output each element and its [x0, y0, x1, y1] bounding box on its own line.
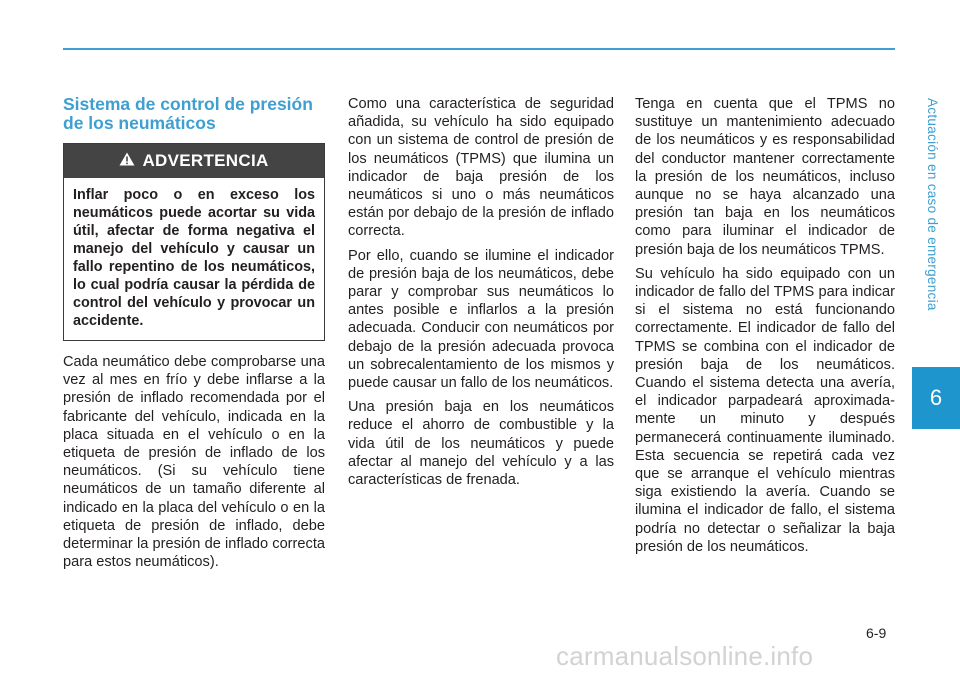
chapter-side-title: Actuación en caso de emergencia [925, 98, 940, 311]
chapter-tab: 6 [912, 367, 960, 429]
column-2 [348, 95, 614, 495]
paragraph: Su vehículo ha sido equipado con un indicador de fallo del TPMS para indicar si el sistema no está funcionando correctamente. El indicador de fallo del TPMS se combina con el indicador de presión baja de los neumáticos. Cuando el sistema detecta una avería, el indicador parpadeará aproximada-mente un minuto y después permanecerá continuamente iluminado. Esta secuencia se repetirá cada vez que se arranque el vehículo mientras siga existiendo la avería. Cuando se ilumina el indicador de fallo, el sistema podría no detectar o señalizar la baja presión de los neumáticos. [635, 265, 895, 555]
section-title: Sistema de control de presión de los neumáticos [63, 94, 313, 133]
column-1 [63, 95, 325, 577]
header-rule [63, 48, 895, 50]
paragraph: Tenga en cuenta que el TPMS no sustituye un mantenimiento adecuado de los neumáticos y es responsabilidad del conductor mantener correctamente la presión de los neumáticos, incluso aunque no se haya alcanzado una presión tan baja en los neumáticos como para iluminar el indicador de presión baja de los neumáticos TPMS. [635, 96, 895, 258]
warning-title: ADVERTENCIA [142, 150, 269, 170]
warning-header [64, 144, 324, 178]
warning-triangle-icon [119, 152, 135, 170]
warning-body: Inflar poco o en exceso los neumáticos puede acortar su vida útil, afectar de forma negativa el manejo del vehículo y causar un fallo repentino de los neumáticos, lo cual podría causar la pérdida de control del vehículo y provocar un accidente. [73, 187, 315, 329]
paragraph: Por ello, cuando se ilumine el indicador de presión baja de los neumáticos, debe parar y comprobar sus neumáticos lo antes posible e inflarlos a la presión adecuada. Conducir con neumáticos por debajo de la presión adecuada provoca un sobrecalentamiento de los mismos y puede causar un fallo de los neumáticos. [348, 247, 614, 392]
paragraph: Una presión baja en los neumáticos reduce el ahorro de combustible y la vida útil de los neumáticos y puede afectar al manejo del vehículo y a las características de frenada. [348, 399, 614, 489]
watermark: carmanualsonline.info [556, 641, 814, 671]
column-3 [635, 95, 895, 562]
paragraph: Como una característica de seguridad añadida, su vehículo ha sido equipado con un sistema de control de presión de los neumáticos (TPMS) que ilumina un indicador de baja presión de los neumáticos si uno o más neumáticos están por debajo de la presión de inflado correcta. [348, 96, 614, 240]
page-number: 6-9 [866, 625, 887, 641]
warning-box [63, 143, 325, 341]
paragraph: Cada neumático debe comprobarse una vez al mes en frío y debe inflarse a la presión de inflado recomendada por el fabricante del vehículo, indicada en la placa situada en el vehículo o en la etiqueta de presión de inflado de los neumáticos. (Si su vehículo tiene neumáticos de un tamaño diferente al indicado en la placa del vehículo o en la etiqueta de presión de inflado, debe determinar la presión de inflado correcta para estos neumáticos). [63, 354, 325, 571]
